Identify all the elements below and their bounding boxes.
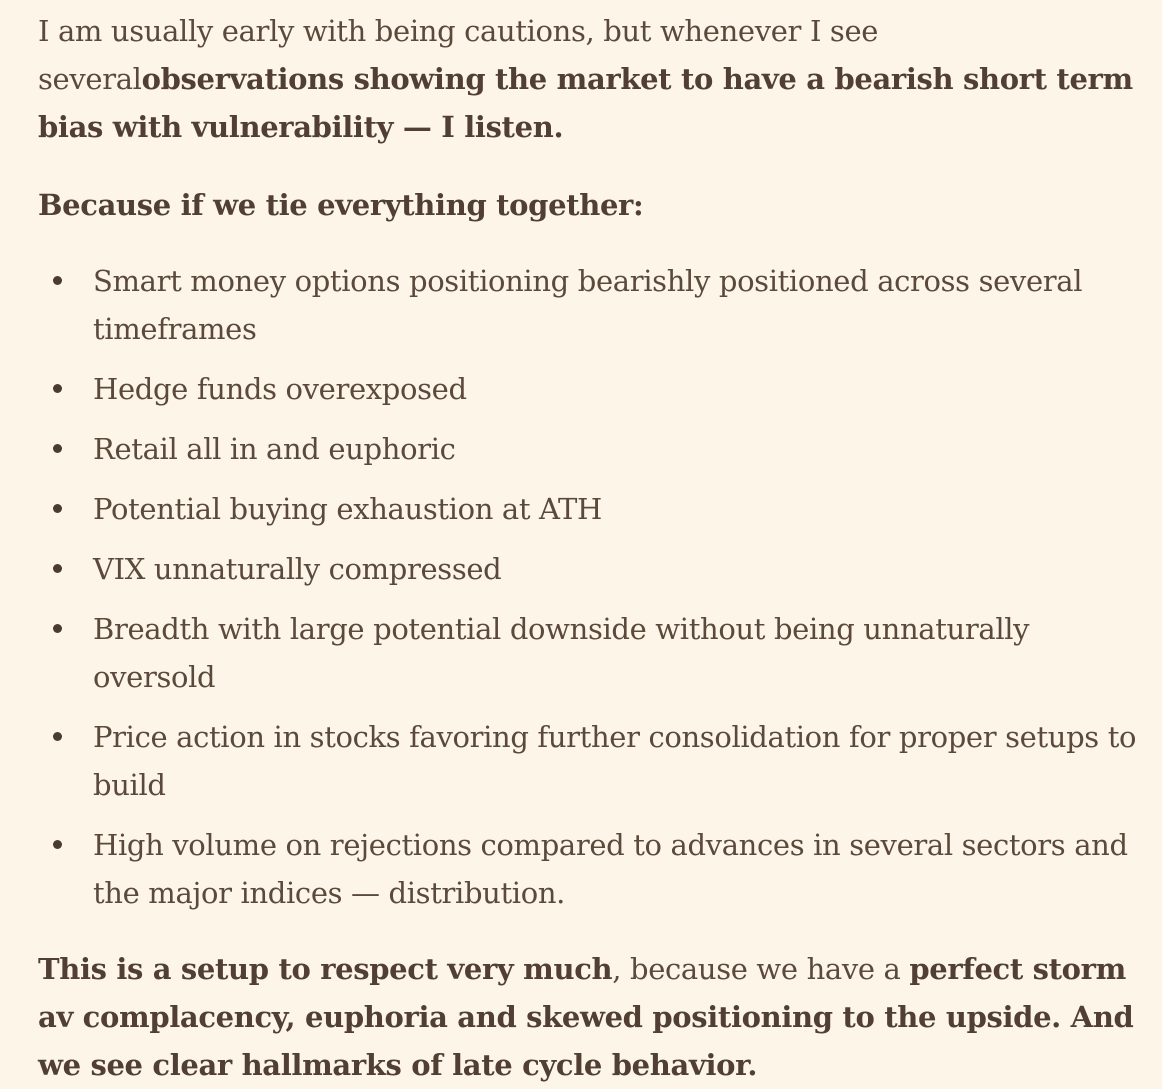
intro-paragraph xyxy=(38,7,1138,151)
article-body xyxy=(38,7,1138,1089)
conclusion-bold-text-2: perfect storm av complacency, euphoria and skewed positioning to the upside. And we see clear hallmarks of late cycle behavior. xyxy=(38,952,1134,1082)
intro-bold-text: observations showing the market to have a bearish short term bias with vulnerability — I listen. xyxy=(38,62,1133,144)
list-item: Price action in stocks favoring further consolidation for proper setups to build xyxy=(38,713,1138,809)
list-item: VIX unnaturally compressed xyxy=(38,545,1138,593)
observation-list xyxy=(38,257,1138,917)
list-item: Smart money options positioning bearishly positioned across several timeframes xyxy=(38,257,1138,353)
conclusion-bold-text: This is a setup to respect very much xyxy=(38,952,613,986)
list-item: High volume on rejections compared to advances in several sectors and the major indices — distribution. xyxy=(38,821,1138,917)
conclusion-paragraph xyxy=(38,945,1138,1089)
list-item: Potential buying exhaustion at ATH xyxy=(38,485,1138,533)
list-item: Breadth with large potential downside without being unnaturally oversold xyxy=(38,605,1138,701)
list-item: Retail all in and euphoric xyxy=(38,425,1138,473)
lead-paragraph xyxy=(38,181,1138,229)
lead-bold-text: Because if we tie everything together: xyxy=(38,188,644,222)
conclusion-text: , because we have a xyxy=(612,952,910,986)
intro-text: I am usually early with being cautions, but whenever I see several xyxy=(38,14,879,96)
list-item: Hedge funds overexposed xyxy=(38,365,1138,413)
